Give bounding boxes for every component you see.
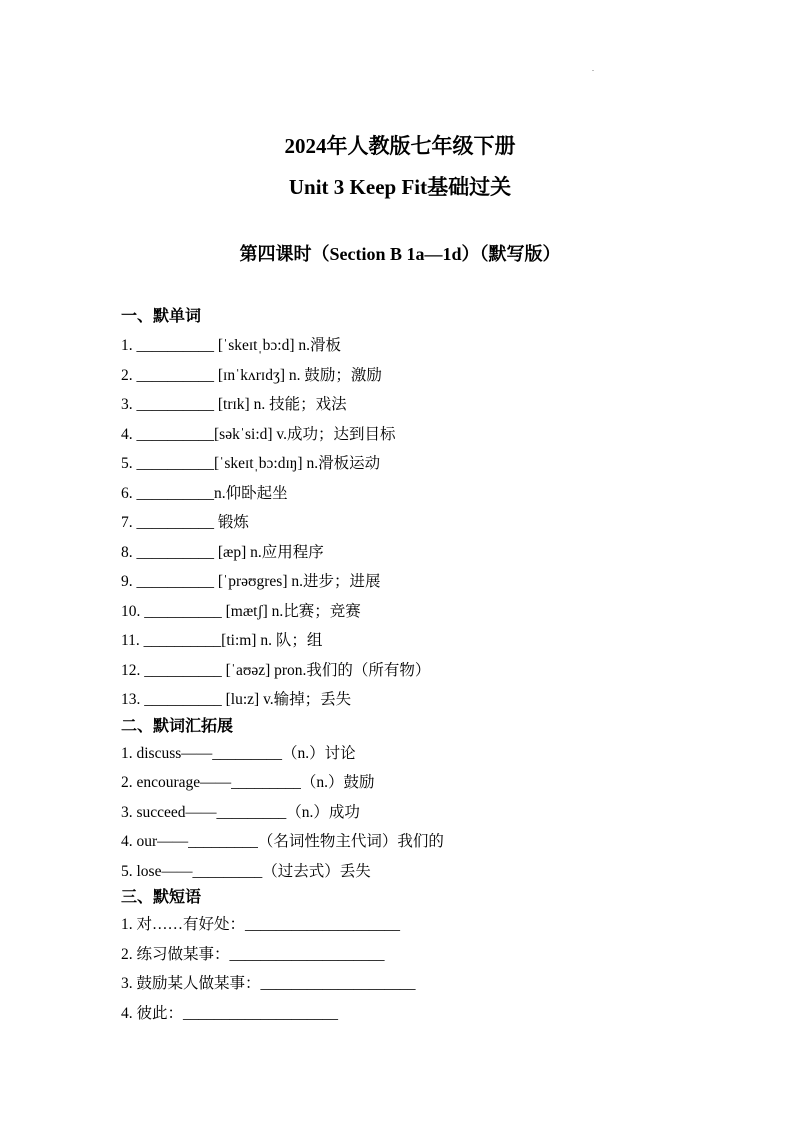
exercise-item: 3. succeed——_________（n.）成功: [121, 803, 360, 821]
exercise-item: 10. __________ [mætʃ] n.比赛；竞赛: [121, 602, 361, 620]
section-vocabulary: [121, 305, 741, 715]
exercise-item: 4. __________[səkˈsi:d] v.成功；达到目标: [121, 425, 396, 443]
exercise-item: 1. __________ [ˈskeɪtˌbɔ:d] n.滑板: [121, 337, 341, 354]
exercise-item: 7. __________ 锻炼: [121, 514, 249, 531]
exercise-item: 5. lose——_________（过去式）丢失: [121, 862, 371, 880]
page-title: 2024年人教版七年级下册: [284, 134, 516, 158]
exercise-item: 2. encourage——_________（n.）鼓励: [121, 774, 375, 791]
exercise-item: 11. __________[ti:m] n. 队；组: [121, 632, 323, 649]
corner-mark: .: [592, 64, 594, 73]
exercise-item: 4. 彼此：____________________: [121, 1004, 339, 1022]
exercise-item: 1. discuss——_________（n.）讨论: [121, 744, 356, 762]
exercise-item: 2. __________ [ɪnˈkʌrɪdʒ] n. 鼓励；激励: [121, 366, 382, 384]
exercise-item: 1. 对……有好处：____________________: [121, 916, 401, 933]
exercise-item: 5. __________[ˈskeɪtˌbɔ:dɪŋ] n.滑板运动: [121, 455, 381, 472]
section-heading: 一、默单词: [121, 308, 202, 325]
exercise-item: 4. our——_________（名词性物主代词）我们的: [121, 833, 444, 850]
exercise-item: 12. __________ [ˈaʊəz] pron.我们的（所有物）: [121, 661, 431, 679]
section-heading: 二、默词汇拓展: [121, 717, 234, 735]
section-phrases: [121, 886, 741, 1028]
exercise-item: 13. __________ [lu:z] v.输掉；丢失: [121, 691, 352, 708]
section-word-expansion: [121, 715, 741, 887]
exercise-item: 3. __________ [trɪk] n. 技能；戏法: [121, 396, 347, 413]
exercise-content: [121, 305, 741, 1028]
exercise-item: 6. __________n.仰卧起坐: [121, 484, 288, 502]
exercise-item: 8. __________ [æp] n.应用程序: [121, 543, 324, 561]
unit-title: Unit 3 Keep Fit基础过关: [288, 175, 512, 199]
exercise-item: 2. 练习做某事：____________________: [121, 945, 385, 963]
exercise-item: 9. __________ [ˈprəʊgres] n.进步；进展: [121, 573, 381, 590]
section-heading: 三、默短语: [121, 889, 202, 906]
lesson-title: 第四课时（Section B 1a—1d）（默写版）: [239, 244, 561, 264]
exercise-item: 3. 鼓励某人做某事：____________________: [121, 975, 416, 992]
